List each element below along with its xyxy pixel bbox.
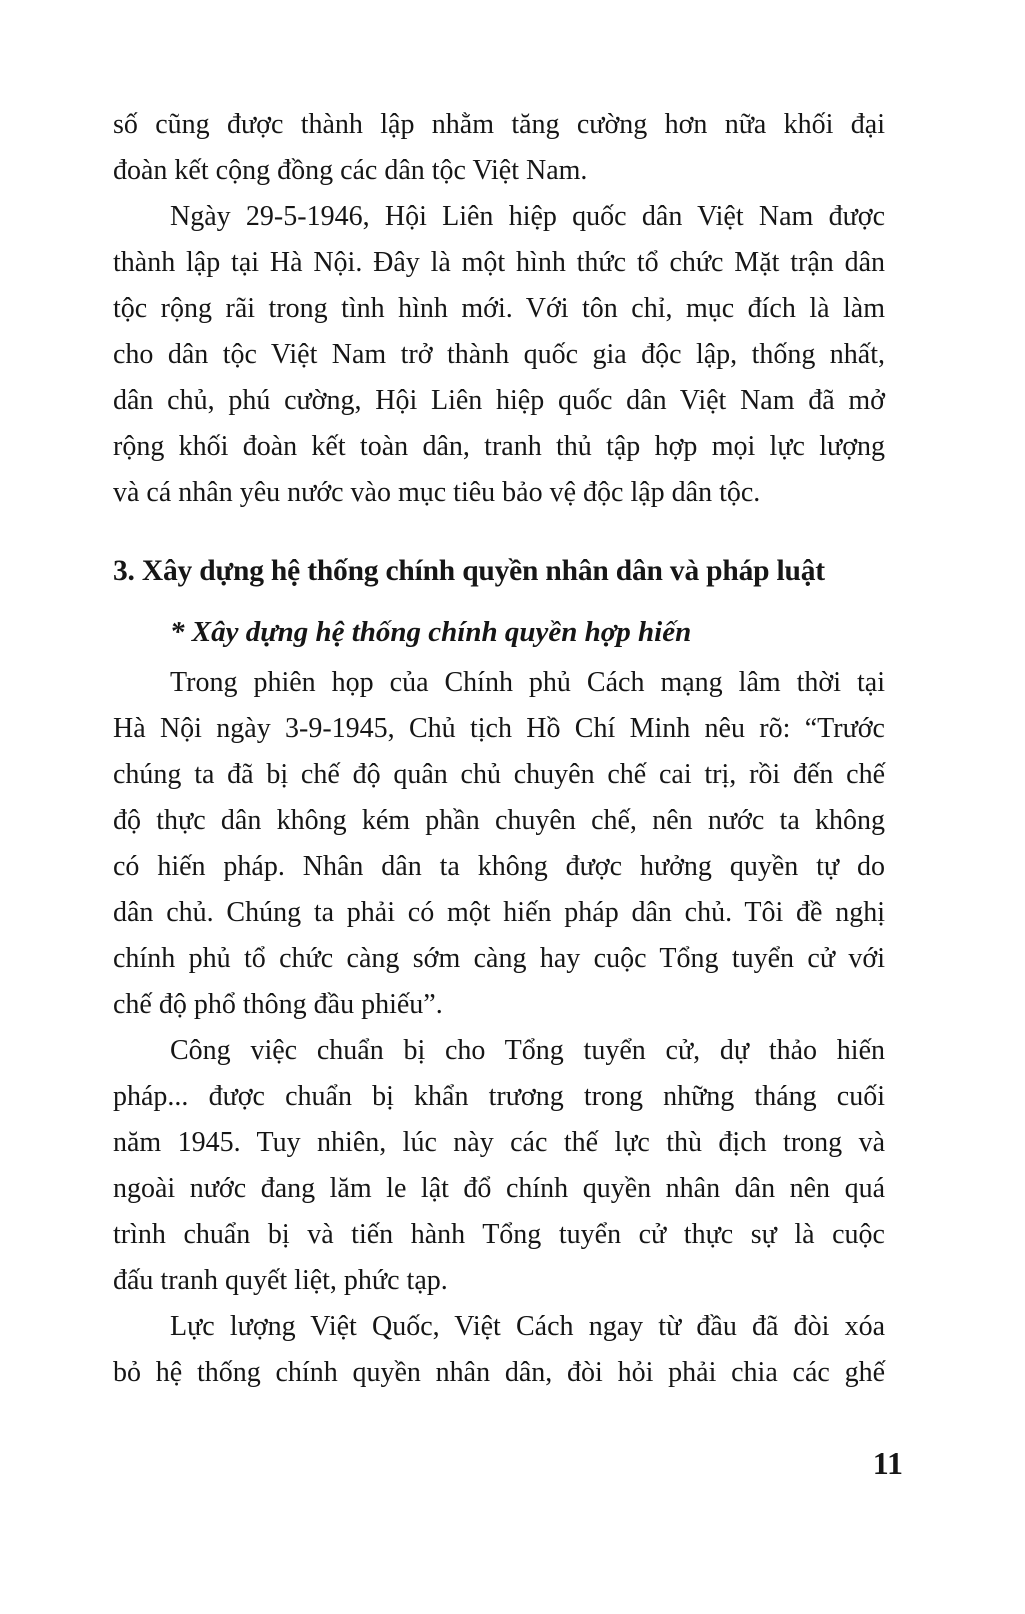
text-line: đoàn kết cộng đồng các dân tộc Việt Nam. (113, 155, 588, 186)
text-line: pháp... được chuẩn bị khẩn trương trong những tháng cuối (113, 1081, 885, 1112)
text-line: chế độ phổ thông đầu phiếu”. (113, 989, 443, 1020)
text-line: bỏ hệ thống chính quyền nhân dân, đòi hỏi phải chia các ghế (113, 1357, 885, 1388)
text-line: Hà Nội ngày 3-9-1945, Chủ tịch Hồ Chí Minh nêu rõ: “Trước (113, 713, 885, 744)
paragraph-3 (113, 660, 885, 1028)
text-line: năm 1945. Tuy nhiên, lúc này các thế lực thù địch trong và (113, 1127, 885, 1158)
text-line: Lực lượng Việt Quốc, Việt Cách ngay từ đầu đã đòi xóa (170, 1311, 885, 1342)
text-line: Công việc chuẩn bị cho Tổng tuyển cử, dự thảo hiến (170, 1035, 885, 1066)
paragraph-5 (113, 1304, 885, 1396)
paragraph-2 (113, 194, 885, 516)
text-line: tộc rộng rãi trong tình hình mới. Với tôn chỉ, mục đích là làm (113, 293, 885, 324)
text-line: và cá nhân yêu nước vào mục tiêu bảo vệ độc lập dân tộc. (113, 477, 761, 508)
subsection-heading: * Xây dựng hệ thống chính quyền hợp hiến (170, 616, 692, 648)
text-line: độ thực dân không kém phần chuyên chế, nên nước ta không (113, 805, 885, 836)
text-line: Trong phiên họp của Chính phủ Cách mạng lâm thời tại (170, 667, 885, 698)
text-line: có hiến pháp. Nhân dân ta không được hưởng quyền tự do (113, 851, 885, 882)
page-text (113, 102, 885, 1396)
text-line: chính phủ tổ chức càng sớm càng hay cuộc Tổng tuyển cử với (113, 943, 885, 974)
text-line: số cũng được thành lập nhằm tăng cường hơn nữa khối đại (113, 109, 885, 140)
text-line: cho dân tộc Việt Nam trở thành quốc gia độc lập, thống nhất, (113, 339, 885, 370)
text-line: thành lập tại Hà Nội. Đây là một hình thức tổ chức Mặt trận dân (113, 247, 885, 278)
section-heading: 3. Xây dựng hệ thống chính quyền nhân dân và pháp luật (113, 555, 825, 587)
text-line: ngoài nước đang lăm le lật đổ chính quyền nhân dân nên quá (113, 1173, 885, 1204)
text-line: dân chủ, phú cường, Hội Liên hiệp quốc dân Việt Nam đã mở (113, 385, 885, 416)
text-line: đấu tranh quyết liệt, phức tạp. (113, 1265, 448, 1296)
text-line: rộng khối đoàn kết toàn dân, tranh thủ tập hợp mọi lực lượng (113, 431, 885, 462)
text-line: Ngày 29-5-1946, Hội Liên hiệp quốc dân Việt Nam được (170, 201, 885, 232)
paragraph-1 (113, 102, 885, 194)
text-line: chúng ta đã bị chế độ quân chủ chuyên chế cai trị, rồi đến chế (113, 759, 885, 790)
text-line: trình chuẩn bị và tiến hành Tổng tuyển cử thực sự là cuộc (113, 1219, 885, 1250)
page-number: 11 (872, 1445, 903, 1481)
paragraph-4 (113, 1028, 885, 1304)
text-line: dân chủ. Chúng ta phải có một hiến pháp dân chủ. Tôi đề nghị (113, 897, 885, 928)
